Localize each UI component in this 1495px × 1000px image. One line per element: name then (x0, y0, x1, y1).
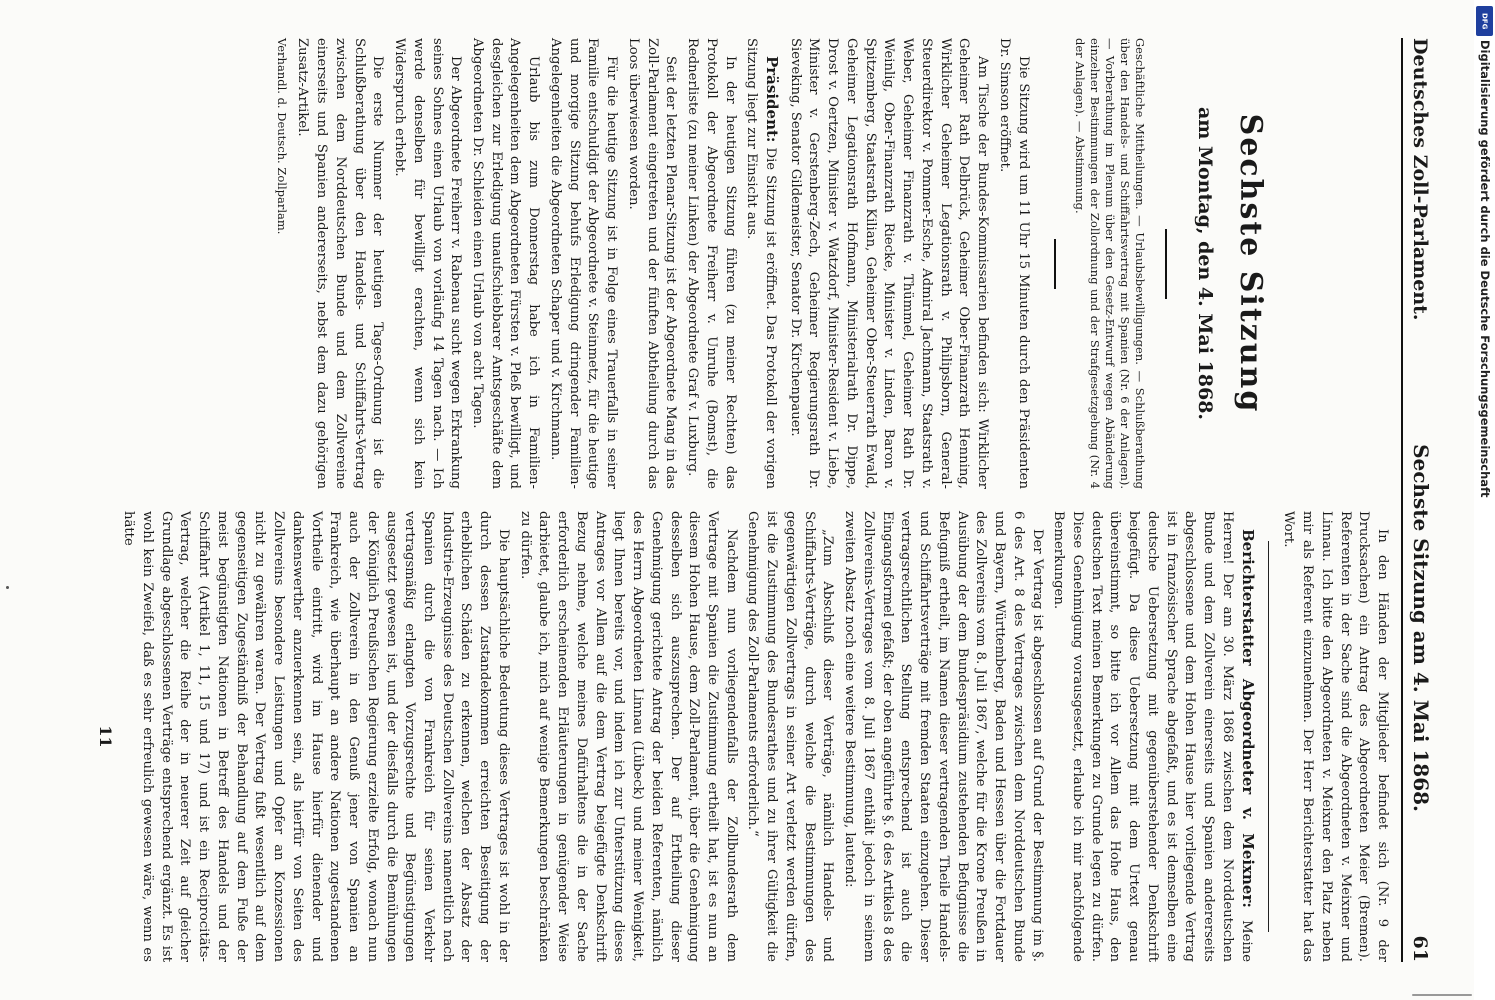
newspaper-page (35, 10, 1455, 990)
scan-speck (6, 586, 9, 589)
page-header (1401, 38, 1433, 962)
header-session: Sechste Sitzung am 4. Mai 1868. (1409, 444, 1433, 813)
speaker-label: Präsident: (763, 56, 782, 143)
columns (95, 38, 1391, 962)
header-publication: Deutsches Zoll-Parlament. (1409, 38, 1431, 321)
divider-rule (1165, 229, 1167, 299)
divider-rule-short (1054, 239, 1056, 289)
paragraph: Urlaub bis zum Donnerstag habe ich in Familien-Angelegenheiten dem Abgeordneten Fürsten v. Pleß bewilligt, und desgleichen zur Erledigung unaufschiebbarer Amtsgeschäfte dem Abgeordneten Dr. Schleiden einen Urlaub von acht Tagen. (470, 38, 542, 489)
page-number: 61 (1409, 935, 1431, 962)
speaker-label: Berichterstatter Abgeordneter v. Meixner: (1238, 529, 1257, 908)
paragraph: In der heutigen Sitzung führen (zu meiner Rechten) das Protokoll der Abgeordnete Freiherr v. Unruhe (Bomst), die Rednerliste (zu meiner Linken) der Abgeordnete Graf v. Luxburg. (685, 38, 738, 489)
paragraph: Der Abgeordnete Freiherr v. Rabenau sucht wegen Erkrankung seines Sohnes einen Urlaub von vorläufig 14 Tagen nach. — Ich werde denselben für bewilligt erachten, wenn sich kein Widerspruch erhebt. (392, 38, 464, 489)
paragraph: Für die heutige Sitzung ist in Folge eines Trauerfalls in seiner Familie entschuldigt der Abgeordnete v. Steinmetz, für die heutige und morgige Sitzung behufs Erledigung dringender Familien-Angelegenheiten die Abgeordneten Schaper und v. Kirchmann. (547, 38, 620, 489)
column-left (141, 38, 1391, 489)
paragraph: Der Vertrag ist abgeschlossen auf Grund der Bestimmung im §. 6 des Art. 8 des Vertrages zwischen dem Norddeutschen Bunde und Bayern, Württemberg, Baden und Hessen über die Fortdauer des Zollvereins vom 8. Juli 1867, welche für die Krone Preußen in Ausübung der dem Bundespräsidium zustehenden Befugnisse die Befugniß ertheilt, im Namen dieser vertragenden Theile Handels- und Schiffahrtsverträge mit fremden Staaten einzugehen. Dieser vertragsrechtlichen Stellung entsprechend ist auch die Eingangsformel gefaßt; der oben angeführte §. 6 des Artikels 8 des Zollvereins-Vertrages vom 8. Juli 1867 enthält jedoch in seinem zweiten Absatz noch eine weitere Bestimmung, lautend: (842, 511, 1045, 962)
opening-paragraph: Die Sitzung wird um 11 Uhr 15 Minuten durch den Präsidenten Dr. Simson eröffnet. (996, 38, 1031, 489)
dfg-logo: DFG (1476, 6, 1493, 36)
session-title: Sechste Sitzung (1233, 113, 1268, 414)
sheet-number: 11 (95, 725, 115, 748)
paragraph: Die hauptsächliche Bedeutung dieses Vertrages ist wohl in der durch dessen Zustandekommen erreichten Beseitigung der erheblichen Schäden zu erkennen, welchen der Absatz der Industrie-Erzeugnisse des Deutschen Zollvereins namentlich nach Spanien durch die von Frankreich für seinen Verkehr vertragsmäßig erlangten Vorzugsrechte und Begünstigungen ausgesetzt gewesen ist, und der diesfalls durch die Bemühungen der Königlich Preußischen Regierung erzielte Erfolg, wonach nun auch der Zollverein in den Genuß jener von Spanien an Frankreich, wie überhaupt an andere Nationen zugestandenen Vortheile eintritt, wird im Hause hierfür dienender und dankenswerther anzuerkennen sein, als hierfür von Seiten des Zollvereins besondere Leistungen und Opfer an Konzessionen nicht zu gewähren waren. Der Vertrag fußt wesentlich auf dem gegenseitigen Zugeständniß der Behandlung auf dem Fuße der meist begünstigten Nationen in Betreff des Handels und der Schiffahrt (Artikel 1, 11, 15 und 17) und ist ein Reciprocitäts-Vertrag, welcher die Reihe der in neuerer Zeit auf gleicher Grundlage abgeschlossenen Verträge entsprechend ergänzt. Es ist wohl kein Zweifel, daß es sehr erfreulich gewesen wäre, wenn es hätte (121, 511, 511, 962)
scan-edge-mark (1412, 994, 1472, 996)
speaker-paragraph (1049, 511, 1258, 962)
president-paragraph (742, 38, 782, 489)
quote-paragraph: „Zum Abschluß dieser Verträge, nämlich Handels- und Schiffahrts-Verträge, durch welche die Bestimmungen des gegenwärtigen Zollvertrags in seiner Art verletzt werden dürfen, ist die Zustimmung des Bundesrathes und zu ihrer Gültigkeit die Genehmigung des Zoll-Parlaments erforderlich.“ (745, 511, 836, 962)
paragraph: Nachdem nun vorliegendenfalls der Zollbundesrath dem Vertrage mit Spanien die Zustimmung ertheilt hat, ist es nun an diesem Hohen Hause, dem Zoll-Parlament, über die Genehmigung desselben sich auszusprechen. Der auf Ertheilung dieser Genehmigung gerichtete Antrag der beiden Referenten, nämlich des Herrn Abgeordneten Linnau (Lübeck) und meiner Wenigkeit, liegt Ihnen bereits vor, und indem ich zur Unterstützung dieses Antrages vor Allem auf die dem Vertrag beigefügte Denkschrift Bezug nehme, welche meines Dafürhaltens die in der Sache erforderlich erscheinenden Erläuterungen in genügender Weise darbietet, glaube ich, mich auf wenige Bemerkungen beschränken zu dürfen. (517, 511, 739, 962)
commissioners-paragraph: Am Tische der Bundes-Kommissarien befinden sich: Wirklicher Geheimer Rath Delbrück, Geheimer Ober-Finanzrath Henning, Wirklicher Geheimer Legationsrath v. Philipsborn, General-Steuerdirektor v. Pommer-Esche, Admiral Jachmann, Staatsrath v. Weber, Geheimer Finanzrath v. Thümmel, Geheimer Rath Dr. Weinlig, Ober-Finanzrath Riecke, Minister v. Linden, Baron v. Spitzemberg, Staatsrath Kilian, Geheimer Ober-Steuerrath Ewald, Geheimer Legationsrath Hofmann, Ministerialrath Dr. Dippe, Drost v. Oertzen, Minister v. Watzdorf, Minister-Resident v. Liebe, Minister v. Gerstenberg-Zech, Geheimer Regierungsrath Dr. Sieveking, Senator Gildemeister, Senator Dr. Kirchenpauer. (787, 38, 991, 489)
agenda-text: Geschäftliche Mittheilungen. — Urlaubsbewilligungen. — Schlußberathung über den Handels- und Schiffahrtsvertrag mit Spanien (Nr. 6 der Anlagen). — Vorberathung im Plenum über den Gesetz-Entwurf wegen Abänderung einzelner Bestimmungen der Zollordnung und der Strafgesetzgebung (Nr. 4 der Anlagen). — Abstimmung. (1072, 38, 1148, 489)
paragraph: Die erste Nummer der heutigen Tages-Ordnung ist die Schlußberathung über den Handels- und Schiffahrts-Vertrag zwischen dem Norddeutschen Bunde und dem Zollvereine einerseits und Spanien andererseits, nebst dem dazu gehörigen Zusatz-Artikel. (295, 38, 386, 489)
digitization-notice: Digitalisierung gefördert durch die Deutsche Forschungsgemeinschaft (1478, 40, 1492, 498)
session-date: am Montag, den 4. Mai 1868. (1194, 106, 1217, 421)
paragraph: In den Händen der Mitglieder befindet sich (Nr. 9 der Drucksachen) ein Antrag des Abgeordneten Meier (Bremen). Referenten in der Sache sind die Abgeordneten v. Meixner und Linnau. Ich bitte den Abgeordneten v. Meixner den Platz neben mir als Referent einzunehmen. Der Herr Berichterstatter hat das Wort. (1281, 511, 1390, 962)
page-footer-note: Verhandl. d. Deutsch. Zollparlam. (274, 38, 289, 235)
paragraph: Seit der letzten Plenar-Sitzung ist der Abgeordnete Mang in das Zoll-Parlament eingetreten und der fünften Abtheilung durch das Loos überwiesen worden. (625, 38, 679, 489)
digitization-sidebar (1474, 0, 1495, 1000)
divider-thin (1268, 541, 1269, 932)
column-right (95, 511, 1391, 962)
president-text: Die Sitzung ist eröffnet. Das Protokoll der vorigen Sitzung liegt zur Einsicht aus. (744, 38, 779, 490)
speaker-text: Meine Herren! Der am 30. März 1868 zwischen dem Norddeutschen Bunde und dem Zollverein einerseits und Spanien andererseits abgeschlossene und dem Hohen Hause hier vorliegende Vertrag ist in französischer Sprache abgefaßt, und es ist demselben eine deutsche Uebersetzung mit gegenüberstehender Denkschrift beigefügt. Da diese Uebersetzung mit dem Urtext genau übereinstimmt, so bitte ich vor Allem das Hohe Haus, den deutschen Text meinen Bemerkungen zu Grunde legen zu dürfen. Diese Genehmigung vorausgesetzt, erlaube ich mir nachfolgende Bemerkungen. (1051, 511, 1254, 962)
